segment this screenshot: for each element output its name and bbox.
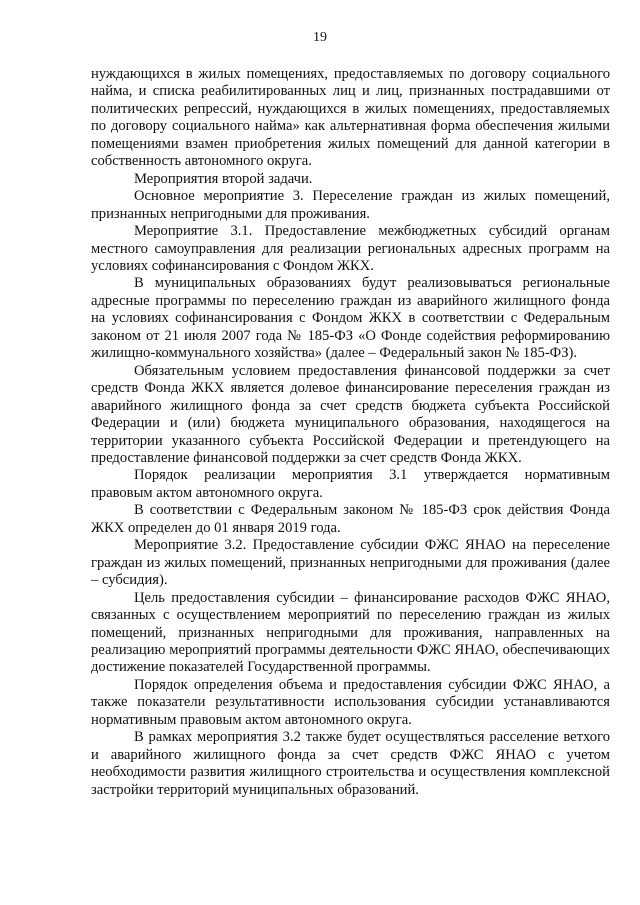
paragraph-measure-3-1: Мероприятие 3.1. Предоставление межбюджетных субсидий органам местного самоуправления для реализации региональных адресных программ на условиях софинансирования с Фондом ЖКХ.: [91, 223, 610, 274]
paragraph-continuation: нуждающихся в жилых помещениях, предоставляемых по договору социального найма, и списка реабилитированных лиц и лиц, признанных пострадавшими от политических репрессий, нуждающихся в жилых помещениях, предоставляемых по договору социального найма» как альтернативная форма обеспечения жилыми помещениями взамен приобретения жилых помещений для данной категории в собственность автономного округа.: [91, 66, 610, 170]
paragraph-resettlement: В рамках мероприятия 3.2 также будет осуществляться расселение ветхого и аварийного жилищного фонда за счет средств ФЖС ЯНАО с учетом необходимости развития жилищного строительства и осуществления комплексной застройки территорий муниципальных образований.: [91, 729, 610, 798]
paragraph-procedure-3-1: Порядок реализации мероприятия 3.1 утверждается нормативным правовым актом автономного округа.: [91, 467, 610, 501]
paragraph-main-measure-3: Основное мероприятие 3. Переселение граждан из жилых помещений, признанных непригодными для проживания.: [91, 188, 610, 222]
paragraph-subsidy-purpose: Цель предоставления субсидии – финансирование расходов ФЖС ЯНАО, связанных с осуществлением мероприятий по переселению граждан из жилых помещений, признанных непригодными для проживания, направленных на реализацию мероприятий программы деятельности ФЖС ЯНАО, обеспечивающих достижение показателей Государственной программы.: [91, 589, 610, 676]
page-body: [91, 66, 610, 799]
paragraph-fund-term: В соответствии с Федеральным законом № 185-ФЗ срок действия Фонда ЖКХ определен до 01 января 2019 года.: [91, 502, 610, 536]
paragraph-measure-3-2: Мероприятие 3.2. Предоставление субсидии ФЖС ЯНАО на переселение граждан из жилых помещений, признанных непригодными для проживания (далее – субсидия).: [91, 537, 610, 589]
paragraph-second-task-heading: Мероприятия второй задачи.: [134, 170, 313, 187]
paragraph-regional-programs: В муниципальных образованиях будут реализовываться региональные адресные программы по переселению граждан из аварийного жилищного фонда на условиях софинансирования с Фондом ЖКХ в соответствии с Федеральным законом от 21 июля 2007 года № 185-ФЗ «О Фонде содействия реформированию жилищно-коммунального хозяйства» (далее – Федеральный закон № 185-ФЗ).: [91, 275, 610, 362]
page-number: 19: [313, 30, 327, 45]
paragraph-mandatory-condition: Обязательным условием предоставления финансовой поддержки за счет средств Фонда ЖКХ является долевое финансирование переселения граждан из аварийного жилищного фонда за счет средств бюджета субъекта Российской Федерации и (или) бюджета муниципального образования, находящегося на территории указанного субъекта Российской Федерации и претендующего на предоставление финансовой поддержки за счет средств Фонда ЖКХ.: [91, 362, 610, 466]
paragraph-subsidy-procedure: Порядок определения объема и предоставления субсидии ФЖС ЯНАО, а также показатели результативности использования субсидии устанавливаются нормативным правовым актом автономного округа.: [91, 676, 610, 728]
